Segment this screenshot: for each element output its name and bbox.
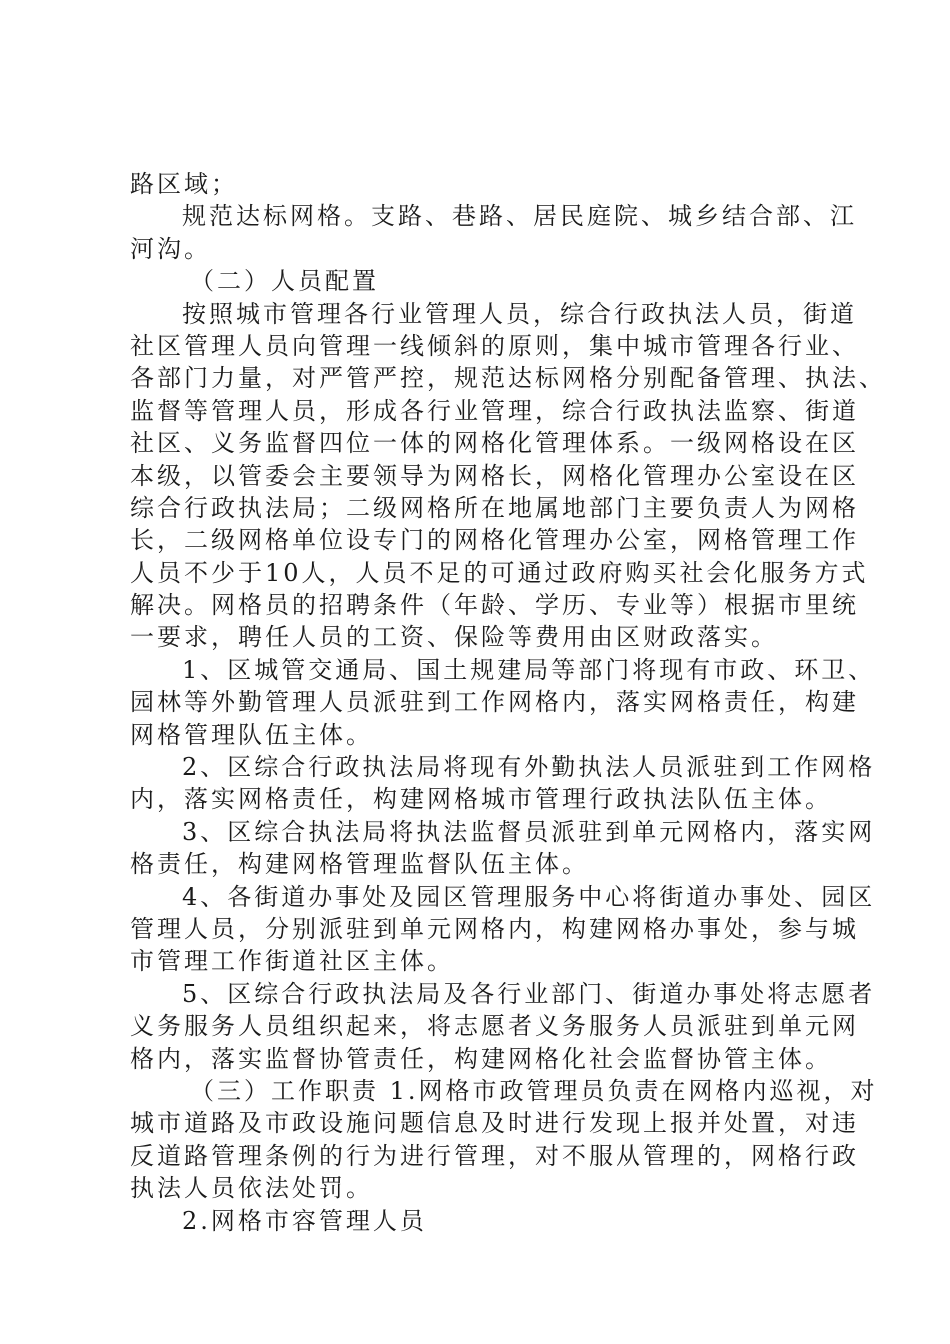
text-line: 社区管理人员向管理一线倾斜的原则，集中城市管理各行业、	[130, 331, 859, 360]
section-heading: （二）人员配置	[190, 267, 379, 296]
text-line: 反道路管理条例的行为进行管理，对不服从管理的，网格行政	[130, 1141, 859, 1170]
list-item: 1、区城管交通局、国土规建局等部门将现有市政、环卫、	[182, 655, 876, 684]
text-line: 路区域；	[130, 170, 238, 198]
text-line: 人员不少于10人，人员不足的可通过政府购买社会化服务方式	[130, 558, 869, 587]
text-line: 内，落实网格责任，构建网格城市管理行政执法队伍主体。	[130, 785, 832, 814]
list-item: 3、区综合执法局将执法监督员派驻到单元网格内，落实网	[182, 817, 876, 846]
text-line: 城市道路及市政设施问题信息及时进行发现上报并处置，对违	[130, 1109, 859, 1138]
text-line: 园林等外勤管理人员派驻到工作网格内，落实网格责任，构建	[130, 688, 859, 717]
text-line: 义务服务人员组织起来，将志愿者义务服务人员派驻到单元网	[130, 1012, 859, 1041]
text-line: 本级，以管委会主要领导为网格长，网格化管理办公室设在区	[130, 461, 859, 490]
text-line: 解决。网格员的招聘条件（年龄、学历、专业等）根据市里统	[130, 591, 859, 620]
text-line: 格责任，构建网格管理监督队伍主体。	[130, 850, 589, 879]
text-line: 一要求，聘任人员的工资、保险等费用由区财政落实。	[130, 623, 778, 652]
text-line: 网格管理队伍主体。	[130, 720, 373, 749]
list-item: 4、各街道办事处及园区管理服务中心将街道办事处、园区	[182, 882, 876, 911]
text-line: 执法人员依法处罚。	[130, 1174, 373, 1203]
text-line: 规范达标网格。支路、巷路、居民庭院、城乡结合部、江	[182, 202, 857, 231]
text-line: 按照城市管理各行业管理人员，综合行政执法人员，街道	[182, 299, 857, 328]
section-heading: （三）工作职责 1.网格市政管理员负责在网格内巡视，对	[190, 1076, 878, 1105]
text-line: 监督等管理人员，形成各行业管理，综合行政执法监察、街道	[130, 396, 859, 425]
document-body	[130, 168, 886, 1237]
list-item: 2.网格市容管理人员	[182, 1206, 427, 1235]
text-line: 市管理工作街道社区主体。	[130, 947, 454, 976]
text-line: 长，二级网格单位设专门的网格化管理办公室，网格管理工作	[130, 526, 859, 555]
text-line: 管理人员，分别派驻到单元网格内，构建网格办事处，参与城	[130, 914, 859, 943]
text-line: 河沟。	[130, 234, 211, 263]
text-line: 社区、义务监督四位一体的网格化管理体系。一级网格设在区	[130, 429, 859, 458]
text-line: 格内，落实监督协管责任，构建网格化社会监督协管主体。	[130, 1044, 832, 1073]
list-item: 5、区综合行政执法局及各行业部门、街道办事处将志愿者	[182, 979, 876, 1008]
list-item: 2、区综合行政执法局将现有外勤执法人员派驻到工作网格	[182, 753, 876, 782]
text-line: 各部门力量，对严管严控，规范达标网格分别配备管理、执法、	[130, 364, 886, 393]
text-line: 综合行政执法局；二级网格所在地属地部门主要负责人为网格	[130, 493, 859, 522]
